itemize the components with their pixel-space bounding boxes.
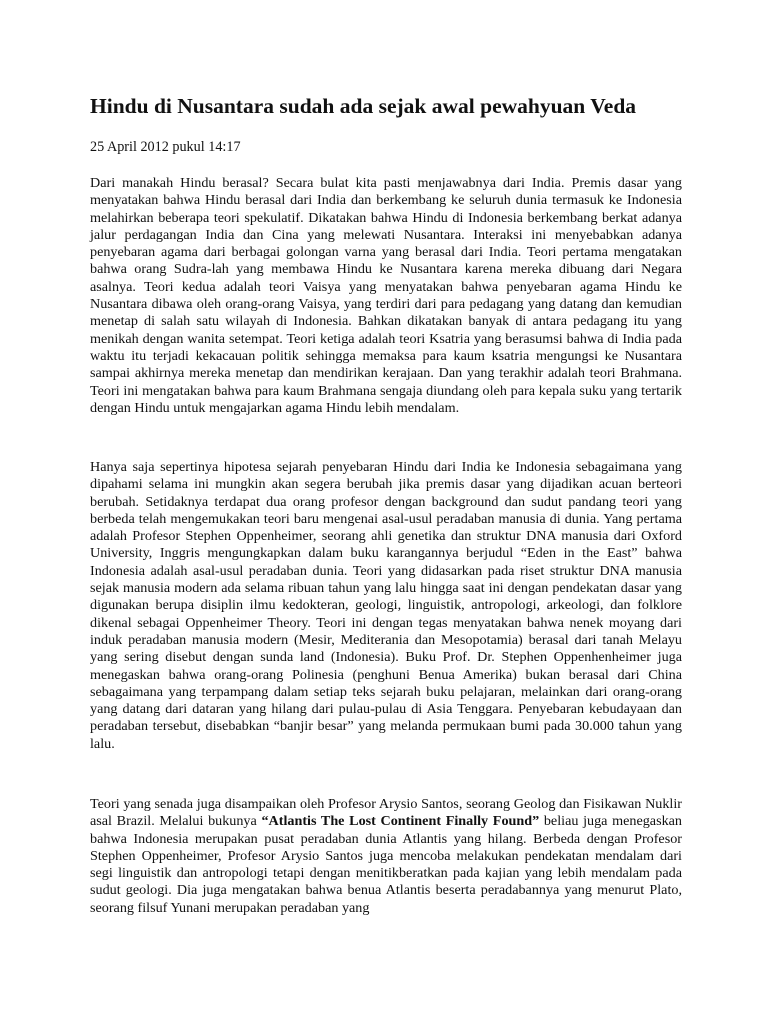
document-date: 25 April 2012 pukul 14:17 [90, 139, 241, 155]
book-title-bold: “Atlantis The Lost Continent Finally Found” [261, 813, 540, 830]
paragraph-3 [90, 796, 682, 917]
paragraph-3-text-before: Teori yang senada juga disampaikan oleh Profesor Arysio Santos, seorang Geolog dan Fisikawan Nuklir asal Brazil. Melalui bukunya [90, 796, 682, 830]
paragraph-1: Dari manakah Hindu berasal? Secara bulat kita pasti menjawabnya dari India. Premis dasar yang menyatakan bahwa Hindu berasal dari India dan berkembang ke seluruh dunia termasuk ke Indonesia melahirkan beberapa teori spekulatif. Dikatakan bahwa Hindu di Indonesia berkembang berkat adanya jalur perdagangan India dan Cina yang melewati Nusantara. Interaksi ini menyebabkan adanya penyebaran agama dari berbagai golongan varna yang berasal dari India. Teori pertama mengatakan bahwa orang Sudra-lah yang membawa Hindu ke Nusantara karena mereka dibuang dari Negara asalnya. Teori kedua adalah teori Vaisya yang menyatakan bahwa penyebaran agama Hindu ke Nusantara dibawa oleh orang-orang Vaisya, yang terdiri dari para pedagang yang datang dan kemudian menetap di salah satu wilayah di Indonesia. Bahkan dikatakan banyak di antara pedagang itu yang menikah dengan wanita setempat. Teori ketiga adalah teori Ksatria yang berasumsi bahwa di India pada waktu itu terjadi kekacauan politik sehingga memaksa para kaum ksatria mengungsi ke Nusantara sampai akhirnya mereka menetap dan mendirikan kerajaan. Dan yang terakhir adalah teori Brahmana. Teori ini mengatakan bahwa para kaum Brahmana sengaja diundang oleh para kepala suku yang tertarik dengan Hindu untuk mengajarkan agama Hindu lebih mendalam. [90, 175, 682, 416]
paragraph-2: Hanya saja sepertinya hipotesa sejarah penyebaran Hindu dari India ke Indonesia sebagaimana yang dipahami selama ini mungkin akan segera berubah jika premis dasar yang dijadikan acuan berteori berubah. Setidaknya terdapat dua orang profesor dengan background dan sudut pandang teori yang berbeda telah mengemukakan teori baru mengenai asal-usul peradaban manusia di dunia. Yang pertama adalah Profesor Stephen Oppenheimer, seorang ahli genetika dan struktur DNA manusia dari Oxford University, Inggris mengungkapkan dalam buku karangannya berjudul “Eden in the East” bahwa Indonesia adalah asal-usul peradaban dunia. Teori yang didasarkan pada riset struktur DNA manusia sejak manusia modern ada selama ribuan tahun yang lalu hingga saat ini dengan pendekatan dasar yang digunakan berupa disiplin ilmu kedokteran, geologi, linguistik, antropologi, arkeologi, dan folklore dikenal sebagai Oppenheimer Theory. Teori ini dengan tegas menyatakan bahwa nenek moyang dari induk peradaban manusia modern (Mesir, Mediterania dan Mesopotamia) berasal dari tanah Melayu yang sering disebut dengan sunda land (Indonesia). Buku Prof. Dr. Stephen Oppenhenheimer juga menegaskan bahwa orang-orang Polinesia (penghuni Benua Amerika) bukan berasal dari China sebagaimana yang terpampang dalam setiap teks sejarah buku pelajaran, melainkan dari orang-orang yang datang dari dataran yang hilang dari pulau-pulau di Asia Tenggara. Penyebaran kebudayaan dan peradaban tersebut, disebabkan “banjir besar” yang melanda permukaan bumi pada 30.000 tahun yang lalu. [90, 459, 682, 752]
paragraph-3-text-after: beliau juga menegaskan bahwa Indonesia merupakan pusat peradaban dunia Atlantis yang hilang. Berbeda dengan Profesor Stephen Oppenheimer, Profesor Arysio Santos juga mencoba melakukan pendekatan mendalam dari segi linguistik dan antropologi tetapi dengan menitikberatkan pada kajian yang lebih mendalam pada sudut geologi. Dia juga mengatakan bahwa benua Atlantis beserta peradabannya yang menurut Plato, seorang filsuf Yunani merupakan peradaban yang [90, 813, 683, 916]
document-title: Hindu di Nusantara sudah ada sejak awal pewahyuan Veda [90, 94, 637, 118]
